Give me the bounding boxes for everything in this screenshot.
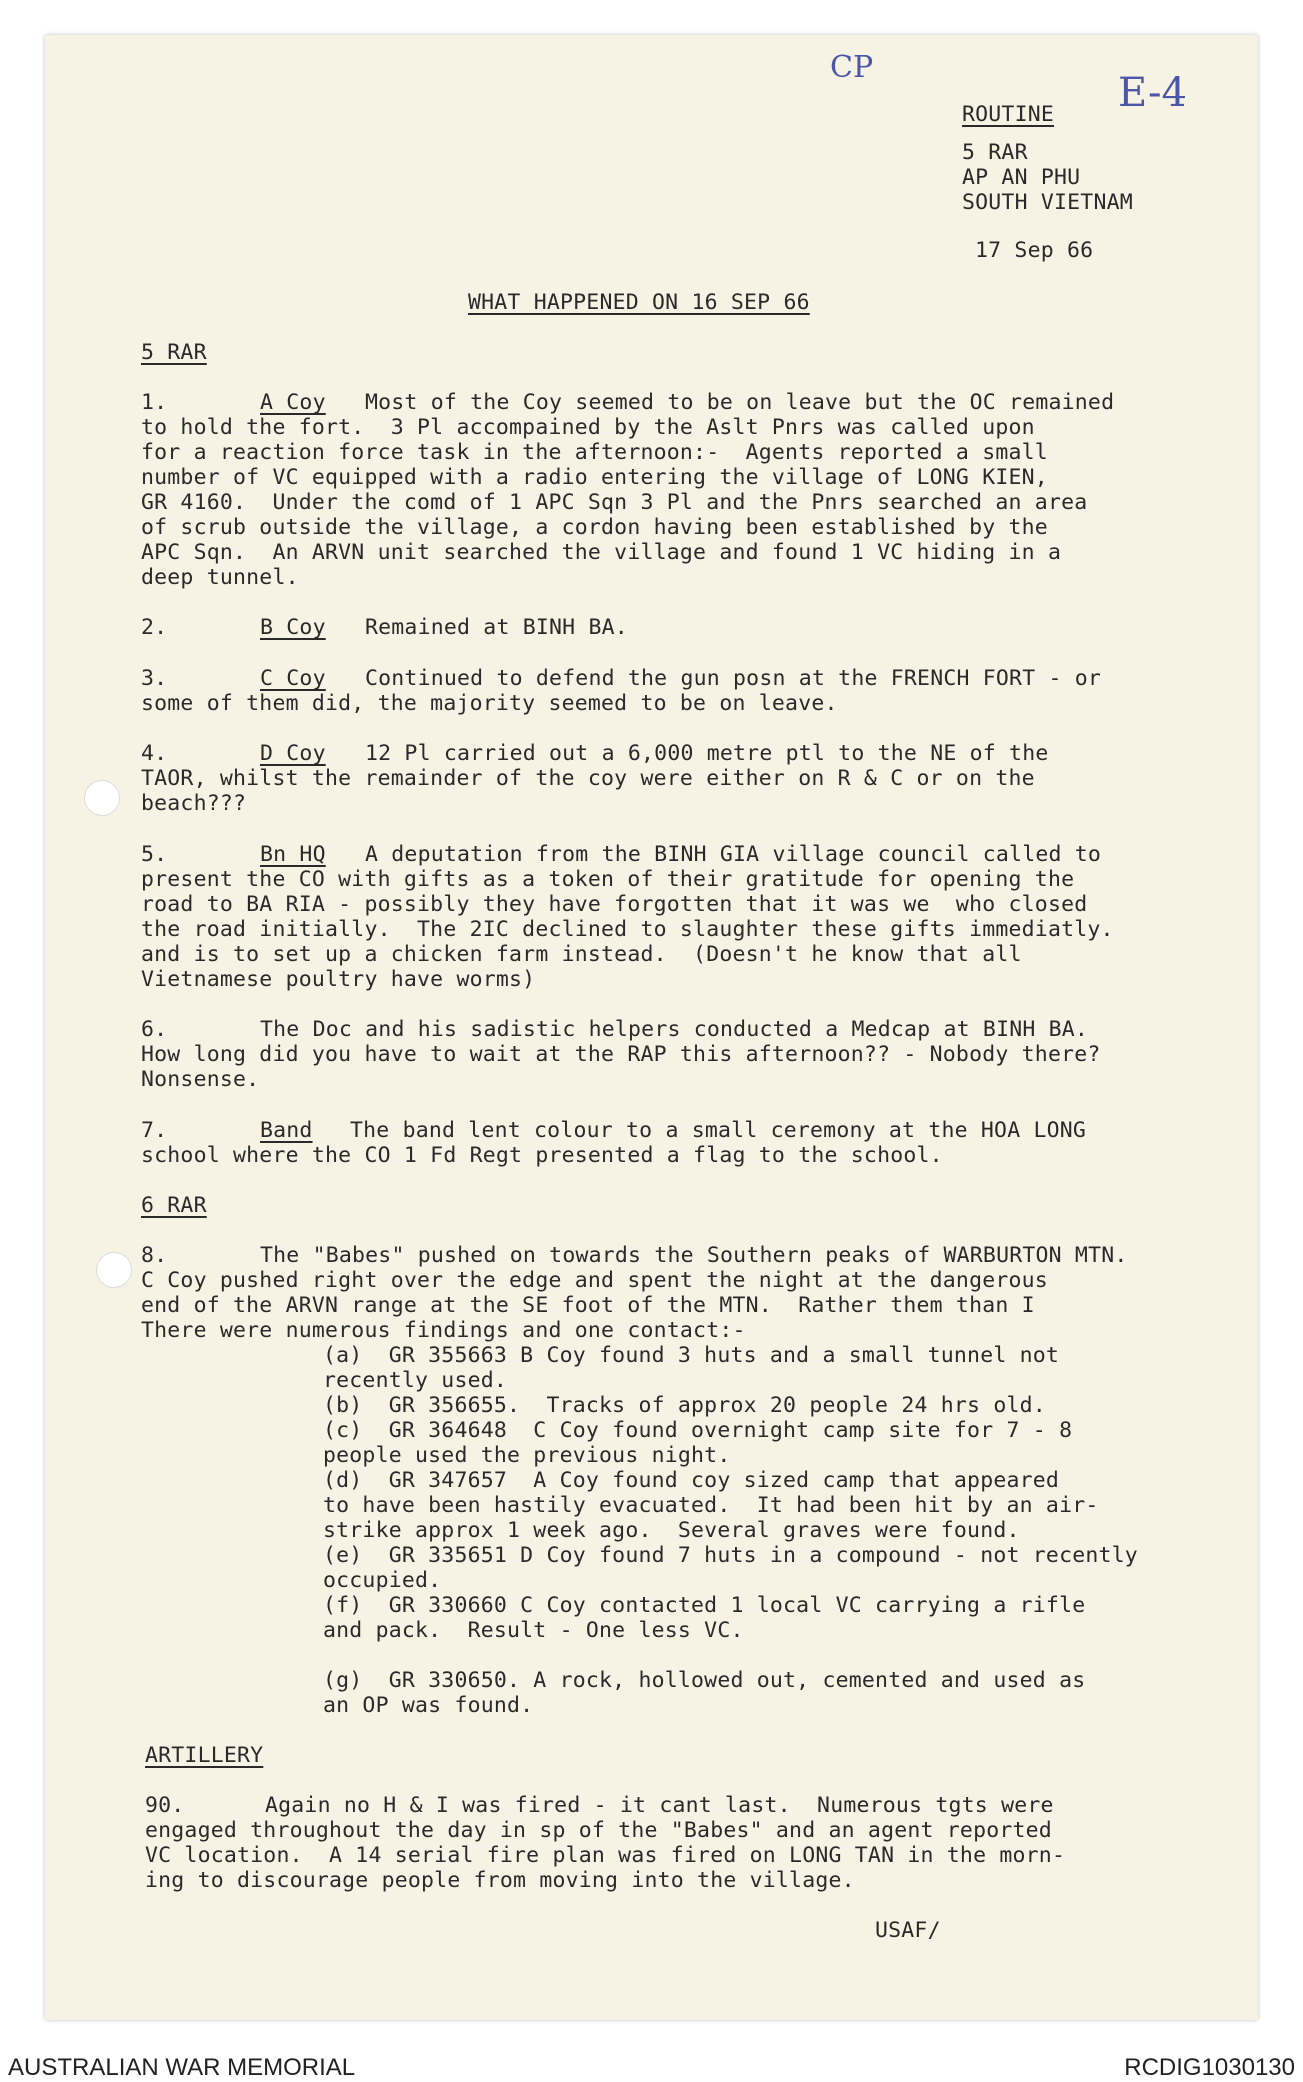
para-5-line: A deputation from the BINH GIA village council called to [365,842,1102,867]
para-2-heading: B Coy [260,615,326,640]
para-8-line: C Coy pushed right over the edge and spent the night at the dangerous [141,1268,1048,1293]
location-line-2: SOUTH VIETNAM [962,190,1133,215]
para-2-line: Remained at BINH BA. [365,615,628,640]
finding-d-cont: strike approx 1 week ago. Several graves were found. [323,1518,1020,1543]
finding-c: (c) GR 364648 C Coy found overnight camp site for 7 - 8 [323,1418,1073,1443]
para-9-line: VC location. A 14 serial fire plan was fired on LONG TAN in the morn- [145,1843,1066,1868]
para-8-line: The "Babes" pushed on towards the Southern peaks of WARBURTON MTN. [260,1243,1128,1268]
para-9-line: Again no H & I was fired - it cant last. Numerous tgts were [265,1793,1054,1818]
finding-e: (e) GR 335651 D Coy found 7 huts in a compound - not recently [323,1543,1138,1568]
para-9-number: 90. [145,1793,185,1818]
para-1-line: number of VC equipped with a radio entering the village of LONG KIEN, [141,465,1048,490]
para-8-line: end of the ARVN range at the SE foot of the MTN. Rather them than I [141,1293,1035,1318]
location-line-1: AP AN PHU [962,165,1081,190]
para-5-line: present the CO with gifts as a token of their gratitude for opening the [141,867,1075,892]
para-3-line: some of them did, the majority seemed to be on leave. [141,691,838,716]
para-1-heading: A Coy [260,390,326,415]
hole-punch-top [84,780,120,816]
para-3-heading: C Coy [260,666,326,691]
para-1-line: GR 4160. Under the comd of 1 APC Sqn 3 Pl and the Pnrs searched an area [141,490,1088,515]
para-6-line: How long did you have to wait at the RAP this afternoon?? - Nobody there? [141,1042,1101,1067]
para-9-line: ing to discourage people from moving into the village. [145,1868,855,1893]
hole-punch-bottom [96,1252,132,1288]
para-5-line: Vietnamese poultry have worms) [141,967,536,992]
footer-source: AUSTRALIAN WAR MEMORIAL [8,2054,356,2081]
para-5-line: and is to set up a chicken farm instead. (Doesn't he know that all [141,942,1022,967]
para-4-line: beach??? [141,791,247,816]
para-1-line: Most of the Coy seemed to be on leave but the OC remained [365,390,1115,415]
footer-id: RCDIG1030130 [1124,2054,1295,2081]
finding-f: (f) GR 330660 C Coy contacted 1 local VC carrying a rifle [323,1593,1086,1618]
para-4-number: 4. [141,741,168,766]
finding-d: (d) GR 347657 A Coy found coy sized camp that appeared [323,1468,1060,1493]
finding-a-cont: recently used. [323,1368,508,1393]
para-1-line: for a reaction force task in the afternoon:- Agents reported a small [141,440,1048,465]
document-date: 17 Sep 66 [975,238,1094,263]
para-2-number: 2. [141,615,168,640]
para-9-line: engaged throughout the day in sp of the "Babes" and an agent reported [145,1818,1052,1843]
para-4-line: TAOR, whilst the remainder of the coy were either on R & C or on the [141,766,1035,791]
para-5-number: 5. [141,842,168,867]
finding-g-cont: an OP was found. [323,1693,534,1718]
finding-d-cont: to have been hastily evacuated. It had been hit by an air- [323,1493,1099,1518]
finding-g: (g) GR 330650. A rock, hollowed out, cemented and used as [323,1668,1086,1693]
finding-b: (b) GR 356655. Tracks of approx 20 people 24 hrs old. [323,1393,1046,1418]
para-5-heading: Bn HQ [260,842,326,867]
handwritten-cp: CP [830,50,874,85]
finding-f-cont: and pack. Result - One less VC. [323,1618,744,1643]
para-4-line: 12 Pl carried out a 6,000 metre ptl to the NE of the [365,741,1049,766]
para-5-line: road to BA RIA - possibly they have forgotten that it was we who closed [141,892,1088,917]
finding-e-cont: occupied. [323,1568,442,1593]
para-6-line: The Doc and his sadistic helpers conducted a Medcap at BINH BA. [260,1017,1089,1042]
para-6-line: Nonsense. [141,1067,260,1092]
handwritten-ref: E-4 [1118,70,1187,116]
section-5-rar: 5 RAR [141,340,207,365]
routine-label: ROUTINE [962,102,1055,127]
para-3-number: 3. [141,666,168,691]
para-7-heading: Band [260,1118,313,1143]
para-7-line: school where the CO 1 Fd Regt presented a flag to the school. [141,1143,943,1168]
para-1-line: deep tunnel. [141,565,299,590]
para-1-line: to hold the fort. 3 Pl accompained by the Aslt Pnrs was called upon [141,415,1035,440]
section-6-rar: 6 RAR [141,1193,207,1218]
para-1-line: of scrub outside the village, a cordon having been established by the [141,515,1048,540]
para-1-number: 1. [141,390,168,415]
finding-a: (a) GR 355663 B Coy found 3 huts and a small tunnel not [323,1343,1060,1368]
para-1-line: APC Sqn. An ARVN unit searched the village and found 1 VC hiding in a [141,540,1062,565]
para-5-line: the road initially. The 2IC declined to slaughter these gifts immediatly. [141,917,1114,942]
para-4-heading: D Coy [260,741,326,766]
para-7-line: The band lent colour to a small ceremony at the HOA LONG [350,1118,1087,1143]
para-7-number: 7. [141,1118,168,1143]
para-3-line: Continued to defend the gun posn at the FRENCH FORT - or [365,666,1102,691]
para-6-number: 6. [141,1017,168,1042]
finding-c-cont: people used the previous night. [323,1443,731,1468]
para-8-number: 8. [141,1243,168,1268]
unit-label: 5 RAR [962,140,1028,165]
document-title: WHAT HAPPENED ON 16 SEP 66 [468,290,810,315]
section-artillery: ARTILLERY [145,1743,264,1768]
para-8-line: There were numerous findings and one contact:- [141,1318,746,1343]
continuation-marker: USAF/ [875,1918,941,1943]
